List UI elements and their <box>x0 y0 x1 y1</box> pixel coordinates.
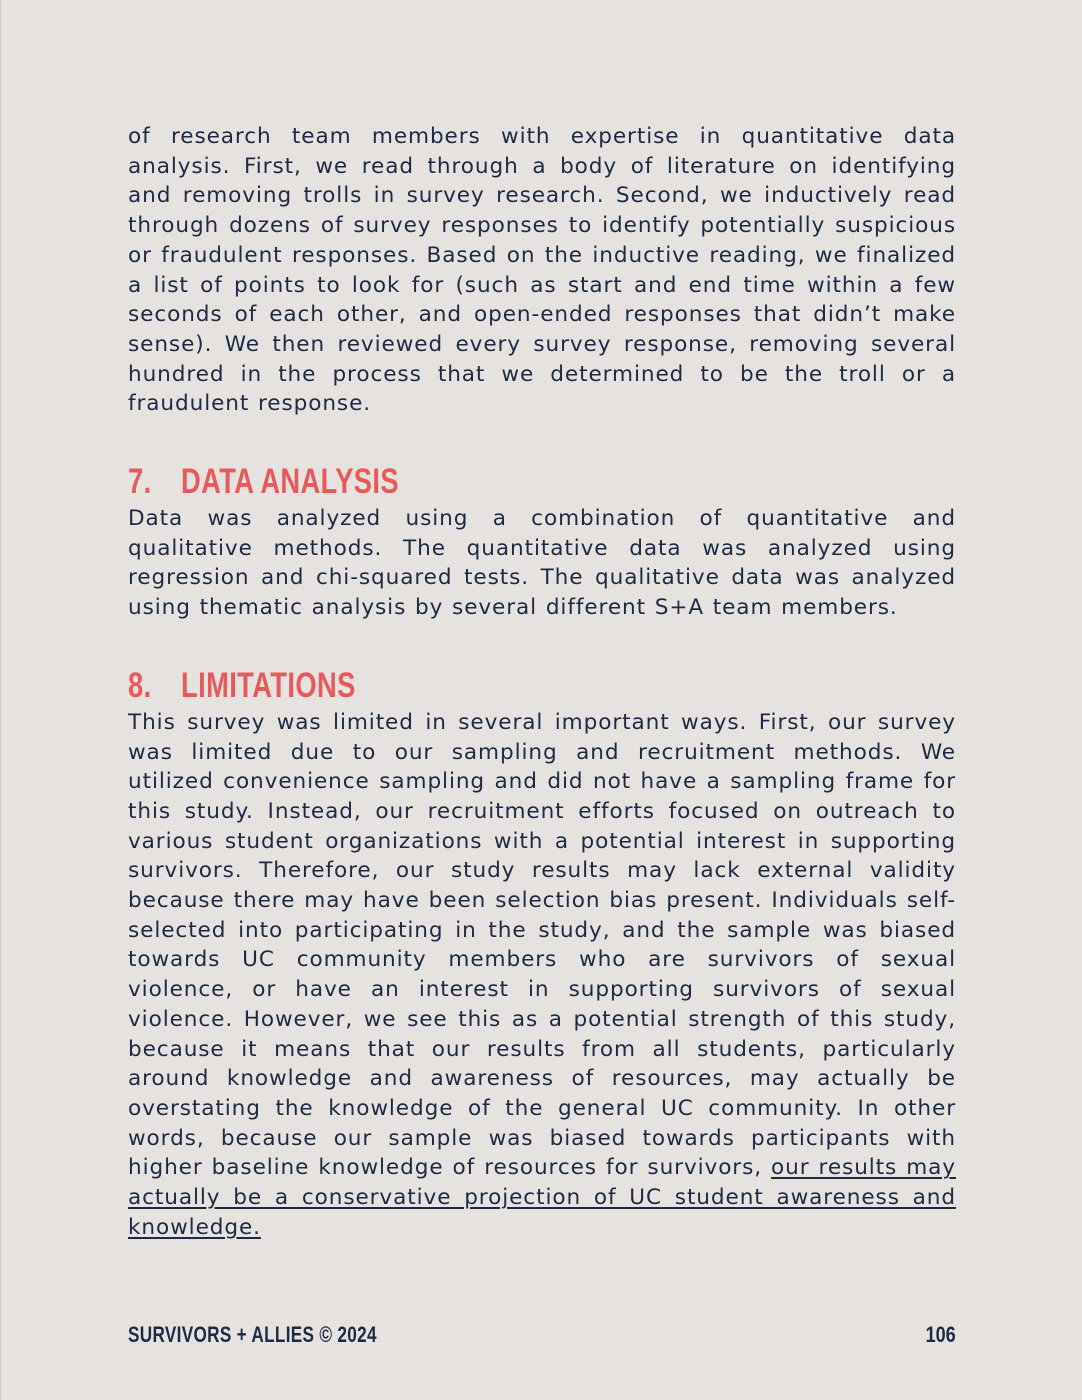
section-8-heading <box>128 666 774 706</box>
page-footer <box>128 1322 956 1352</box>
section-8-number: 8. <box>128 665 152 705</box>
footer-copyright: SURVIVORS + ALLIES © 2024 <box>128 1322 377 1347</box>
section-7-body: Data was analyzed using a combination of quantitative and qualitative methods. The quantitative data was analyzed using regression and chi-squared tests. The qualitative data was analyzed using thematic analysis by several different S+A team members. <box>128 506 956 621</box>
section-8-title: LIMITATIONS <box>181 665 356 705</box>
section-8-body <box>128 708 956 1243</box>
section-8-underlined-conclusion: our results may actually be a conservative projection of UC student awareness and knowledge. <box>128 1155 956 1240</box>
intro-paragraph: of research team members with expertise in quantitative data analysis. First, we read through a body of literature on identifying and removing trolls in survey research. Second, we inductively read through dozens of survey responses to identify potentially suspicious or fraudulent responses. Based on the inductive reading, we finalized a list of points to look for (such as start and end time within a few seconds of each other, and open-ended responses that didn’t make sense). We then reviewed every survey response, removing several hundred in the process that we determined to be the troll or a fraudulent response. <box>128 124 956 417</box>
section-7-heading <box>128 462 774 502</box>
section-8-body-text: This survey was limited in several important ways. First, our survey was limited due to our sampling and recruitment methods. We utilized convenience sampling and did not have a sampling frame for this study. Instead, our recruitment efforts focused on outreach to various student organizations with a potential interest in supporting survivors. Therefore, our study results may lack external validity because there may have been selection bias present. Individuals self-selected into participating in the study, and the sample was biased towards UC community members who are survivors of sexual violence, or have an interest in supporting survivors of sexual violence. However, we see this as a potential strength of this study, because it means that our results from all students, particularly around knowledge and awareness of resources, may actually be overstating the knowledge of the general UC community. In other words, because our sample was biased towards participants with higher baseline knowledge of resources for survivors, <box>128 709 956 1181</box>
text-column <box>128 122 956 1243</box>
page-number: 106 <box>925 1322 956 1347</box>
section-7-title: DATA ANALYSIS <box>181 462 399 502</box>
section-7-number: 7. <box>128 462 152 502</box>
